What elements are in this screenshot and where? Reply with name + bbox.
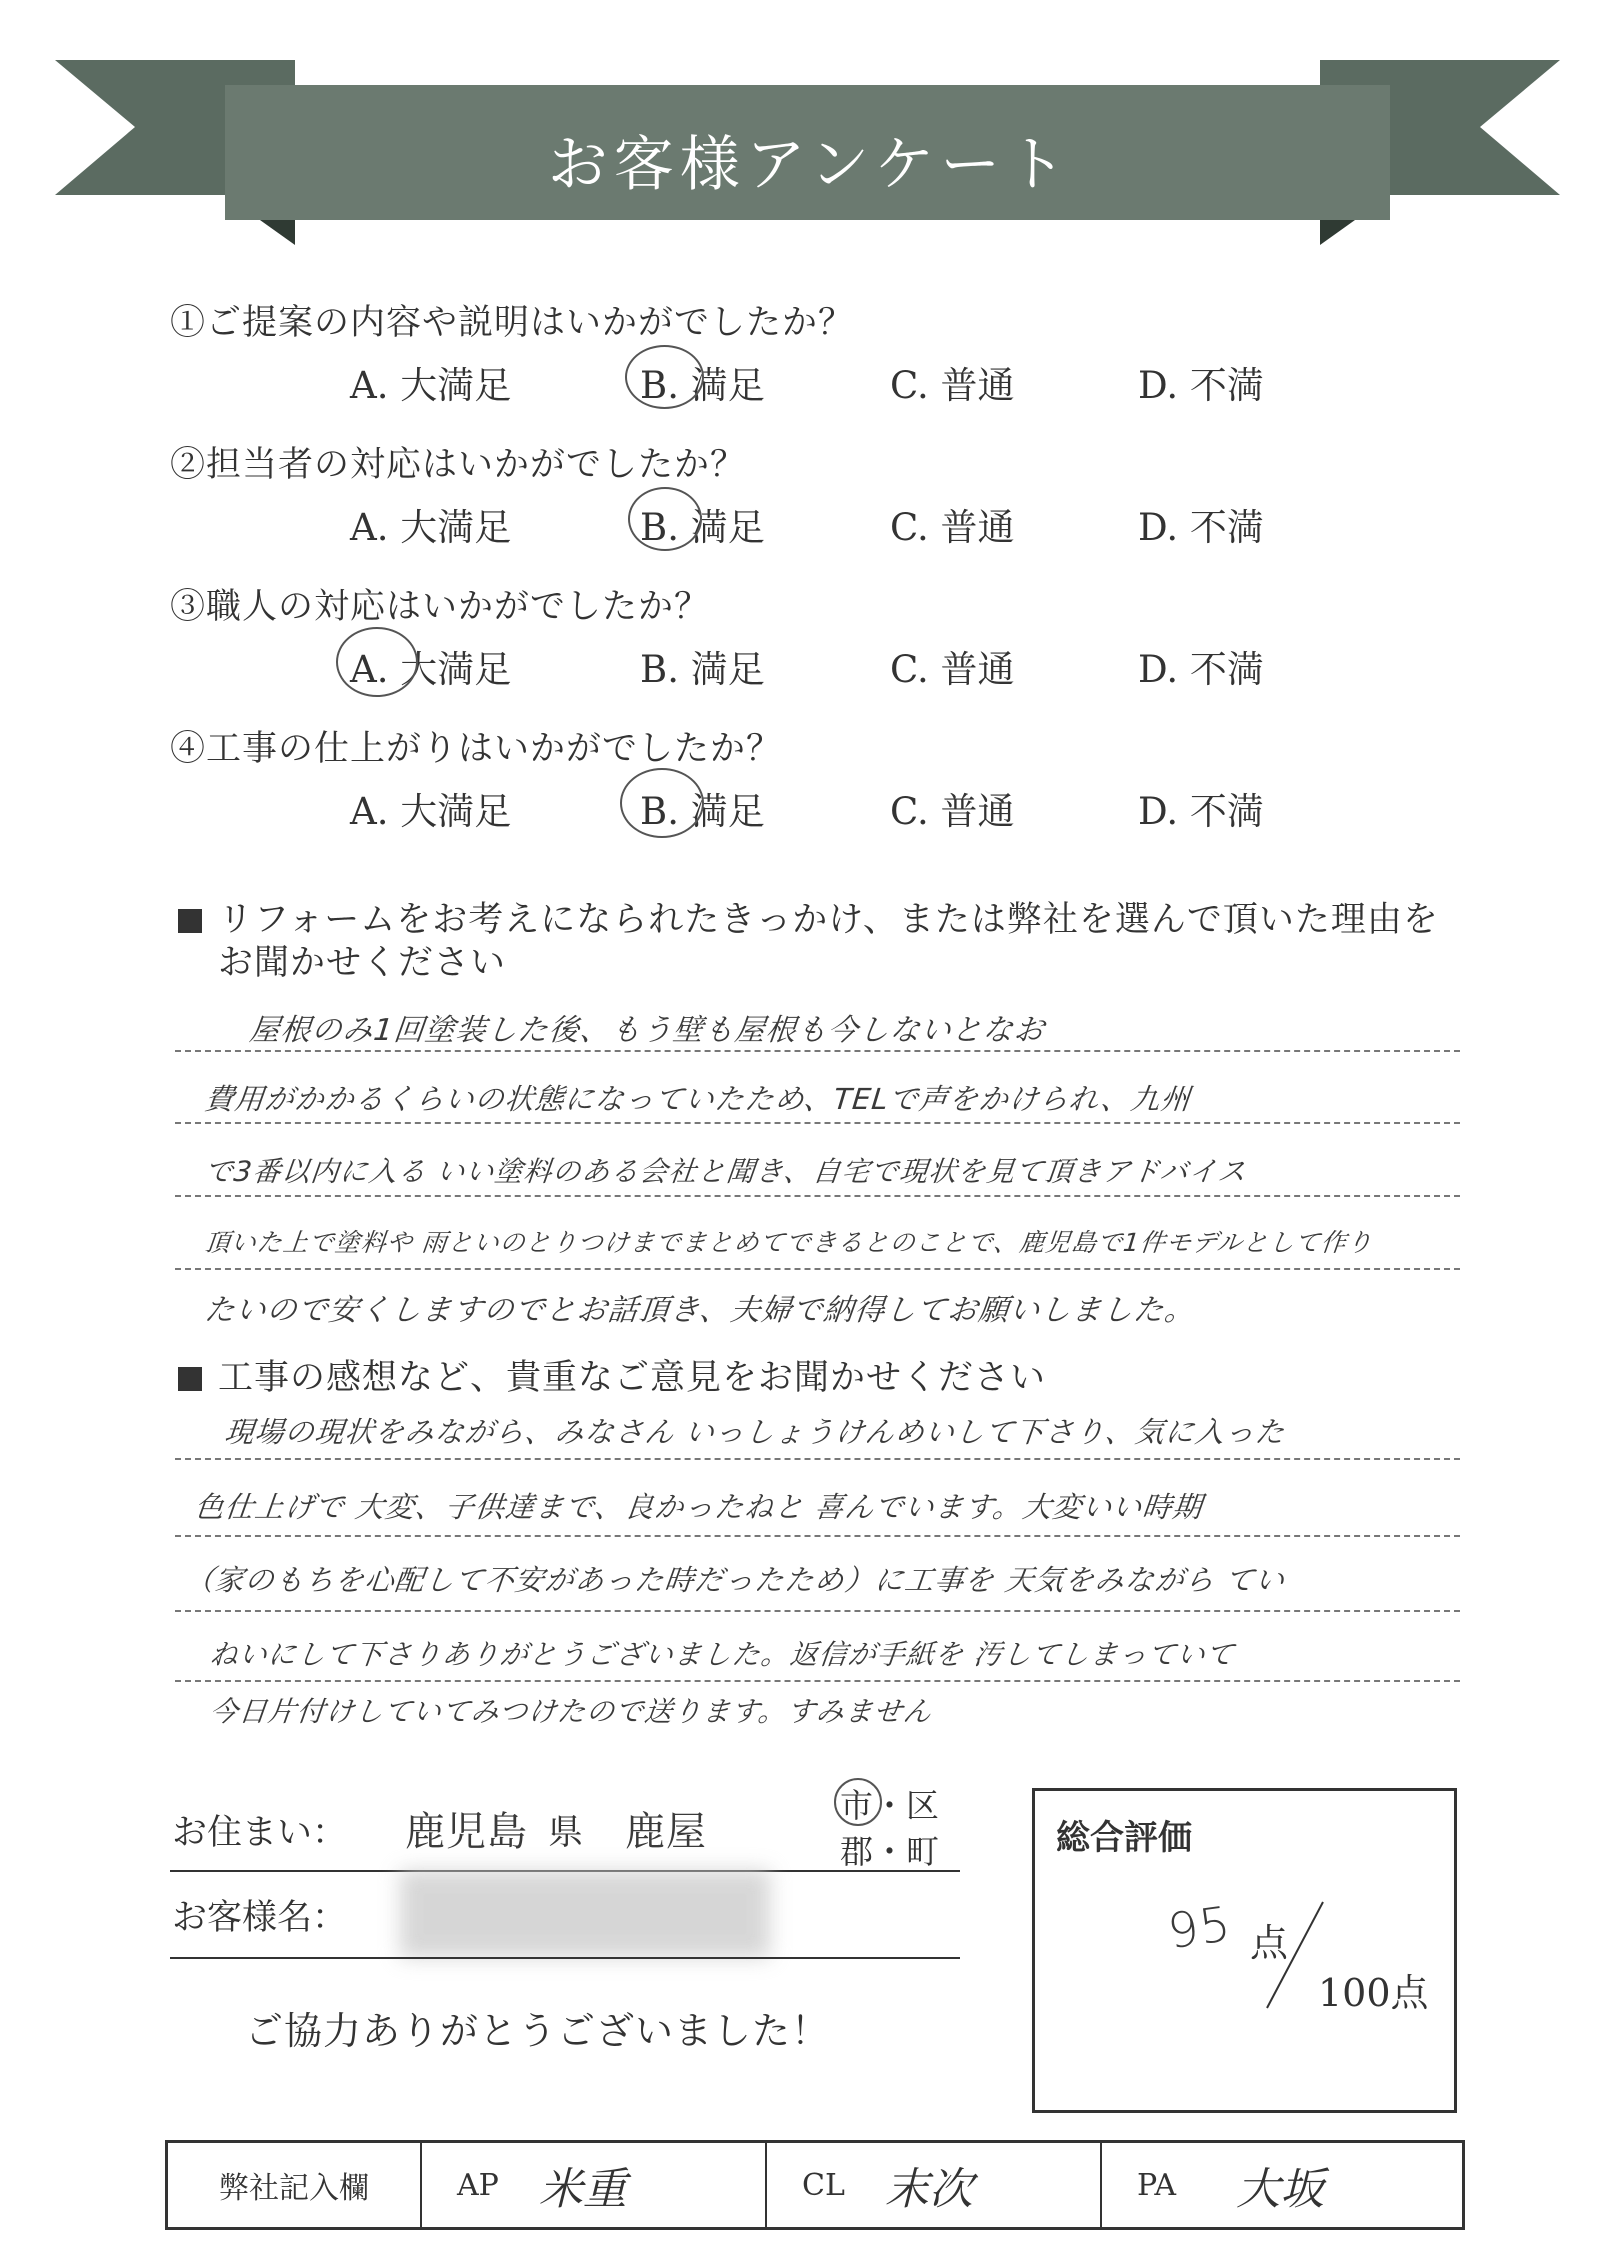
q1-option-d[interactable]: D. 不満	[1138, 364, 1264, 407]
address-pref-suffix: 県	[548, 1813, 584, 1853]
q3-option-a[interactable]: A. 大満足	[350, 648, 512, 691]
section-1-answer-line-4: 頂いた上で塗料や 雨といのとりつけまでまとめてできるとのことで、鹿児島で1件モデルとして作り	[203, 1228, 1375, 1257]
pa-cell	[1102, 2143, 1462, 2227]
score-label: 総合評価	[1056, 1818, 1192, 1858]
address-unit-county-town[interactable]: 郡・町	[840, 1832, 939, 1871]
section-2-answer-line-3: （家のもちを心配して不安があった時だったため）に工事を 天気をみながら てい	[183, 1563, 1287, 1597]
score-value: 95	[1164, 1895, 1235, 1961]
pa-label: PA	[1137, 2167, 1177, 2203]
question-2-text: ②担当者の対応はいかがでしたか？	[170, 445, 747, 485]
q1-option-a[interactable]: A. 大満足	[350, 364, 512, 407]
address-unit-city-ward[interactable]: 市・区	[840, 1786, 939, 1825]
answer-rule	[175, 1122, 1460, 1124]
section-1-answer-line-5: たいので安くしますのでとお話頂き、夫婦で納得してお願いしました。	[202, 1293, 1198, 1328]
q4-option-a[interactable]: A. 大満足	[350, 790, 512, 833]
q3-option-b[interactable]: B. 満足	[640, 648, 765, 691]
ap-cell	[422, 2143, 767, 2227]
answer-rule	[175, 1050, 1460, 1052]
address-label: お住まい：	[172, 1813, 348, 1853]
pa-value: 大坂	[1236, 2164, 1325, 2215]
question-4-text: ④工事の仕上がりはいかがでしたか？	[170, 729, 783, 769]
question-3-text: ③職人の対応はいかがでしたか？	[170, 587, 711, 627]
customer-name-label: お客様名：	[172, 1898, 348, 1938]
q3-option-c[interactable]: C. 普通	[890, 648, 1015, 691]
section-2-answer-line-1: 現場の現状をみながら、みなさん いっしょうけんめいして下さり、気に入った	[223, 1415, 1287, 1449]
answer-rule	[175, 1680, 1460, 1682]
section-2-answer-line-2: 色仕上げで 大変、子供達まで、良かったねと 喜んでいます。大変いい時期	[193, 1490, 1205, 1524]
q2-option-d[interactable]: D. 不満	[1138, 506, 1264, 549]
question-1-text: ①ご提案の内容や説明はいかがでしたか？	[170, 303, 855, 343]
section-1-answer-line-2: 費用がかかるくらいの状態になっていたため、TELで声をかけられ、九州	[203, 1082, 1193, 1116]
q2-option-c[interactable]: C. 普通	[890, 506, 1015, 549]
page-title: お客様アンケート	[547, 130, 1073, 200]
q4-option-c[interactable]: C. 普通	[890, 790, 1015, 833]
answer-rule	[175, 1535, 1460, 1537]
q1-option-b[interactable]: B. 満足	[640, 364, 765, 407]
ap-label: AP	[457, 2167, 499, 2203]
score-unit: 点	[1250, 1921, 1289, 1965]
ap-value: 米重	[538, 2164, 627, 2215]
answer-rule	[175, 1458, 1460, 1460]
section-2-answer-line-5: 今日片付けしていてみつけたので送ります。すみません	[208, 1695, 934, 1728]
thanks-message: ご協力ありがとうございました！	[245, 2009, 831, 2053]
section-1-answer-line-1: 屋根のみ1回塗装した後、もう壁も屋根も今しないとなお	[247, 1013, 1047, 1048]
customer-name-redacted	[400, 1870, 770, 1958]
score-max: 100点	[1318, 1971, 1429, 2015]
address-prefecture: 鹿児島	[405, 1809, 528, 1855]
address-city: 鹿屋	[625, 1809, 707, 1855]
score-slash	[1265, 1900, 1325, 2010]
cl-value: 末次	[884, 2164, 973, 2215]
answer-rule	[175, 1610, 1460, 1612]
cl-label: CL	[802, 2167, 845, 2203]
q3-option-d[interactable]: D. 不満	[1138, 648, 1264, 691]
section-2-heading	[178, 1350, 1046, 1400]
answer-rule	[175, 1268, 1460, 1270]
office-use-label-cell	[168, 2143, 422, 2227]
office-use-table	[165, 2140, 1465, 2230]
answer-rule	[175, 1195, 1460, 1197]
section-1-heading-line-1: リフォームをお考えになられたきっかけ、または弊社を選んで頂いた理由を	[218, 900, 1439, 940]
bullet-square-icon	[178, 1367, 202, 1391]
office-use-label: 弊社記入欄	[219, 2171, 369, 2206]
cl-cell	[767, 2143, 1102, 2227]
section-1-heading-line-2: お聞かせください	[218, 943, 507, 983]
bullet-square-icon	[178, 909, 202, 933]
q1-option-c[interactable]: C. 普通	[890, 364, 1015, 407]
section-2-answer-line-4: ねいにして下さりありがとうございました。返信が手紙を 汚してしまっていて	[208, 1638, 1237, 1671]
customer-underline	[170, 1957, 960, 1959]
q4-option-b[interactable]: B. 満足	[640, 790, 765, 833]
q2-option-b[interactable]: B. 満足	[640, 506, 765, 549]
section-2-heading-text: 工事の感想など、貴重なご意見をお聞かせください	[218, 1358, 1047, 1398]
section-1-answer-line-3: で3番以内に入る いい塗料のある会社と聞き、自宅で現状を見て頂きアドバイス	[203, 1155, 1249, 1188]
q4-option-d[interactable]: D. 不満	[1138, 790, 1264, 833]
q2-option-a[interactable]: A. 大満足	[350, 506, 512, 549]
